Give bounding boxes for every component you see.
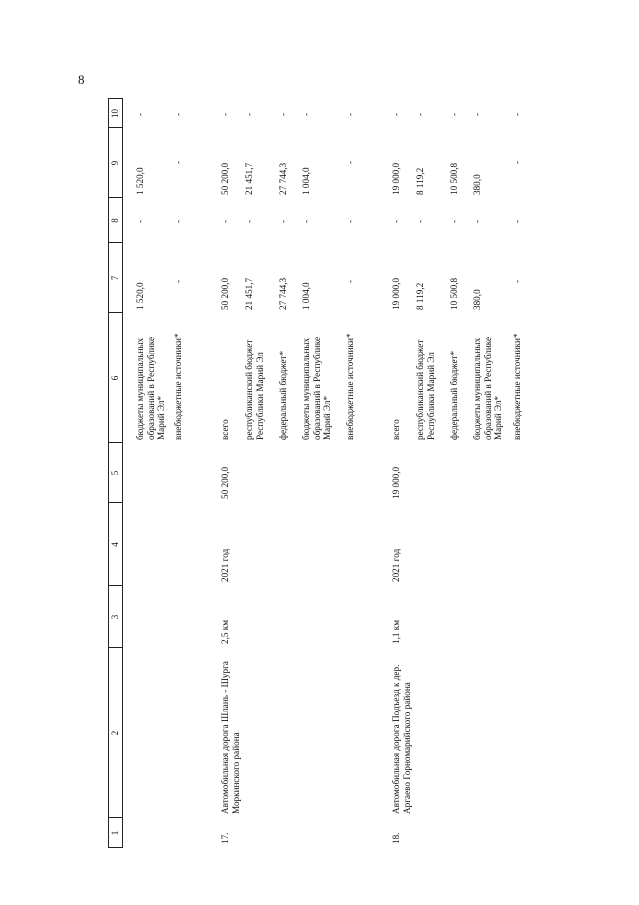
value-col-10: - xyxy=(278,112,288,116)
source-label: внебюджетные источники* xyxy=(345,333,355,440)
source-label: всего xyxy=(391,419,401,440)
road-length: 1,1 км xyxy=(391,619,401,644)
source-label: внебюджетные источники* xyxy=(173,333,183,440)
value-col-10: - xyxy=(135,112,145,116)
value-col-7: 8 119,2 xyxy=(415,282,425,310)
header-col-8: 8 xyxy=(110,218,120,223)
value-col-9: 8 119,2 xyxy=(415,167,425,195)
value-col-9: 1 004,0 xyxy=(301,167,311,195)
source-label: республиканский бюджет Республики Марий Эл xyxy=(244,339,265,440)
source-label: федеральный бюджет* xyxy=(449,350,459,440)
header-bottom-border xyxy=(122,98,123,848)
value-col-9: 10 500,8 xyxy=(449,162,459,195)
value-col-8: - xyxy=(244,219,254,223)
header-col-2: 2 xyxy=(110,730,120,736)
value-col-8: - xyxy=(415,219,425,223)
header-col-10: 10 xyxy=(110,109,120,118)
value-col-9: 27 744,3 xyxy=(278,162,288,195)
row-number: 17. xyxy=(220,832,230,844)
value-col-7: - xyxy=(173,279,183,283)
value-col-10: - xyxy=(220,112,230,116)
value-col-7: 19 000,0 xyxy=(391,277,401,310)
row-number: 18. xyxy=(391,832,401,844)
road-year: 2021 год xyxy=(220,548,230,582)
header-col-6: 6 xyxy=(110,375,120,381)
header-col-1: 1 xyxy=(110,830,120,836)
value-col-9: - xyxy=(173,160,183,164)
road-total: 19 000,0 xyxy=(391,466,401,499)
source-label: внебюджетные источники* xyxy=(512,333,522,440)
value-col-7: 27 744,3 xyxy=(278,277,288,310)
value-col-8: - xyxy=(220,219,230,223)
value-col-10: - xyxy=(512,112,522,116)
value-col-7: 1 004,0 xyxy=(301,282,311,310)
value-col-9: 50 200,0 xyxy=(220,162,230,195)
header-col-4: 4 xyxy=(110,542,120,547)
value-col-8: - xyxy=(472,219,482,223)
value-col-9: 19 000,0 xyxy=(391,162,401,195)
value-col-7: - xyxy=(345,279,355,283)
value-col-9: 21 451,7 xyxy=(244,162,254,195)
road-name: Автомобильная дорога Шлань - Шурга Моркинского района xyxy=(220,661,241,814)
road-length: 2,5 км xyxy=(220,619,230,644)
value-col-7: 1 520,0 xyxy=(135,282,145,310)
page-number: 8 xyxy=(78,72,85,87)
value-col-10: - xyxy=(391,112,401,116)
value-col-8: - xyxy=(278,219,288,223)
value-col-10: - xyxy=(244,112,254,116)
value-col-9: - xyxy=(512,160,522,164)
value-col-8: - xyxy=(301,219,311,223)
header-col-5: 5 xyxy=(110,470,120,476)
road-year: 2021 год xyxy=(391,548,401,582)
value-col-10: - xyxy=(415,112,425,116)
value-col-9: 1 520,0 xyxy=(135,167,145,195)
value-col-8: - xyxy=(135,219,145,223)
value-col-8: - xyxy=(449,219,459,223)
value-col-9: 380,0 xyxy=(472,174,482,195)
value-col-8: - xyxy=(512,219,522,223)
rotated-table xyxy=(108,98,528,848)
value-col-7: 50 200,0 xyxy=(220,277,230,310)
value-col-7: 21 451,7 xyxy=(244,277,254,310)
value-col-8: - xyxy=(391,219,401,223)
source-label: всего xyxy=(220,419,230,440)
source-label: бюджеты муниципальных образований в Республике Марий Эл* xyxy=(301,336,332,440)
source-label: бюджеты муниципальных образований в Республике Марий Эл* xyxy=(135,336,166,440)
value-col-10: - xyxy=(301,112,311,116)
value-col-10: - xyxy=(173,112,183,116)
header-col-9: 9 xyxy=(110,160,120,166)
value-col-9: - xyxy=(345,160,355,164)
value-col-7: - xyxy=(512,279,522,283)
header-col-7: 7 xyxy=(110,275,120,281)
value-col-10: - xyxy=(345,112,355,116)
source-label: республиканский бюджет Республики Марий Эл xyxy=(415,339,436,440)
value-col-8: - xyxy=(345,219,355,223)
value-col-10: - xyxy=(472,112,482,116)
source-label: бюджеты муниципальных образований в Республике Марий Эл* xyxy=(472,336,503,440)
value-col-8: - xyxy=(173,219,183,223)
road-total: 50 200,0 xyxy=(220,466,230,499)
value-col-7: 10 500,8 xyxy=(449,277,459,310)
value-col-7: 380,0 xyxy=(472,289,482,310)
source-label: федеральный бюджет* xyxy=(278,350,288,440)
header-col-3: 3 xyxy=(110,614,120,620)
road-name: Автомобильная дорога Подъезд к дер. Аргаево Горномарийского района xyxy=(391,664,412,814)
value-col-10: - xyxy=(449,112,459,116)
